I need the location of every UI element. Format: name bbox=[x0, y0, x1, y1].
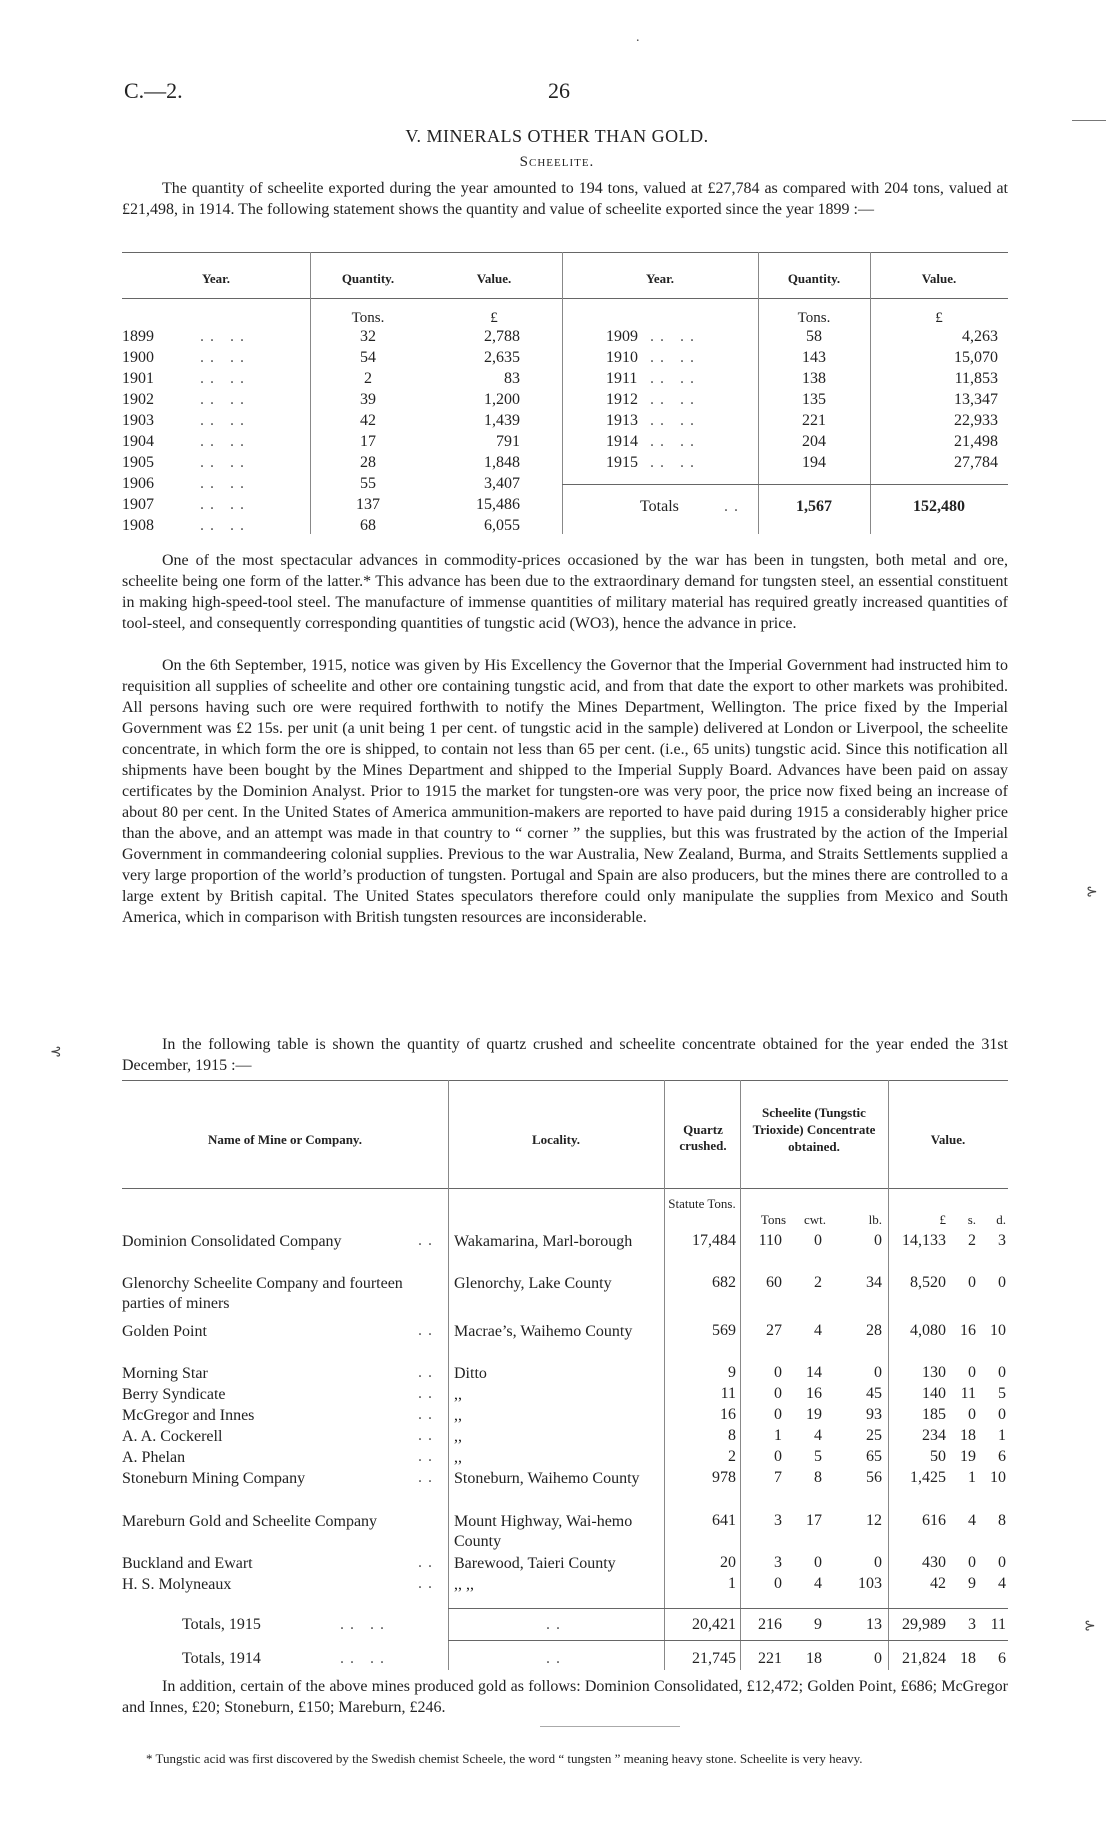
col-scheelite: Scheelite (Tungstic Trioxide) Concentrate obtained. bbox=[752, 1105, 876, 1154]
leader-dots: .. .. bbox=[200, 454, 250, 471]
totals-label: Totals, 1914 bbox=[182, 1650, 261, 1667]
col-value-left: Value. bbox=[476, 271, 512, 286]
leader-dots: .. .. bbox=[200, 496, 250, 513]
scheelite-lb: 12 bbox=[866, 1512, 882, 1529]
margin-mark bbox=[1072, 120, 1106, 121]
export-totals-value: 152,480 bbox=[913, 498, 965, 515]
scheelite-cwt: 5 bbox=[814, 1448, 822, 1465]
scheelite-tons: 0 bbox=[774, 1406, 782, 1423]
quartz-crushed: 569 bbox=[712, 1322, 736, 1339]
leader-dots: .. bbox=[418, 1427, 438, 1444]
quartz-crushed: 11 bbox=[720, 1385, 736, 1402]
col-quartz: Quartz crushed. bbox=[679, 1122, 727, 1153]
scheelite-tons: 0 bbox=[774, 1364, 782, 1381]
quartz-crushed: 16 bbox=[720, 1406, 736, 1423]
col-quantity-left: Quantity. bbox=[341, 271, 395, 286]
export-value: 27,784 bbox=[954, 454, 998, 471]
value-shillings: 9 bbox=[968, 1575, 976, 1592]
export-quantity: 54 bbox=[360, 349, 376, 366]
export-value: 11,853 bbox=[954, 370, 998, 387]
scheelite-tons: 3 bbox=[774, 1554, 782, 1571]
mine-locality: ,, bbox=[454, 1407, 462, 1424]
margin-mark-4: ⊱ bbox=[1084, 1619, 1096, 1634]
export-quantity: 55 bbox=[360, 475, 376, 492]
leader-dots: .. bbox=[546, 1650, 566, 1667]
mine-locality: Mount Highway, Wai-hemo County bbox=[454, 1513, 633, 1550]
mine-name: A. Phelan bbox=[122, 1449, 186, 1466]
paragraph-4: In the following table is shown the quantity of quartz crushed and scheelite concentrate obtained for the year ended the 31st December, 1915 :— bbox=[122, 1036, 1008, 1074]
value-pounds: 616 bbox=[922, 1512, 946, 1529]
export-year: 1911 bbox=[606, 370, 638, 387]
quartz-crushed: 17,484 bbox=[692, 1232, 736, 1249]
value-pence: 6 bbox=[998, 1650, 1006, 1667]
quartz-crushed: 9 bbox=[728, 1364, 736, 1381]
value-pence: 0 bbox=[998, 1274, 1006, 1291]
scheelite-cwt: 18 bbox=[806, 1650, 822, 1667]
export-quantity: 143 bbox=[802, 349, 826, 366]
scheelite-cwt: 17 bbox=[806, 1512, 822, 1529]
export-year: 1915 bbox=[606, 454, 638, 471]
section-title: V. MINERALS OTHER THAN GOLD. bbox=[405, 126, 709, 146]
export-year: 1910 bbox=[606, 349, 638, 366]
export-value: 3,407 bbox=[484, 475, 520, 492]
export-value: 6,055 bbox=[484, 517, 520, 534]
document-page: C.—2. 26 . V. MINERALS OTHER THAN GOLD. Scheelite. The quantity of scheelite exported during the year amounted to 194 tons, valued at £27,784 as compared with 204 tons, valued at £21,498, in 1914. The following statement shows the quantity and value of scheelite exported since the year 1899 :— Year. Quantity. Value. Year. Quantity. Value. Tons. £ Tons. £ 1899 .. .. 32 2,788 1900 .. .. 54 2,635 1901 .. .. 2 83 1902 .. .. 39 1,200 1903 .. .. 42 1,439 1904 .. .. 17 791 1905 .. .. 28 1,848 1906 .. .. 55 3,407 1907 .. .. 137 15,486 1908 .. .. 68 6,055 1909 .. .. 58 4,263 1910 .. .. 143 15,070 1911 .. .. 138 11,853 1912 .. .. 135 13,347 1913 .. .. 221 22,933 1914 .. .. 204 21,498 1915 .. .. 194 27,784 Totals .. 1,567 152,480 One of the most spectacular advances in commodity-prices occasioned by the war has been in tungsten, both metal and ore, scheelite being one form of the latter.* This advance has been due to the extraordinary demand for tungsten steel, an essential constituent in making high-speed-tool steel. The manufacture of immense quantities of military material has required greatly increased quantities of tool-steel, and consequently corresponding quantities of tungstic acid (WO3), hence the advance in price. On the 6th September, 1915, notice was given by His Excellency the Governor that the Imperial Government had instructed him to requisition all supplies of scheelite and other ore containing tungstic acid, and from that date the export to other markets was prohibited. All persons having such ore were required forthwith to notify the Mines Department, Wellington. The price fixed by the Imperial Government was £2 15s. per unit (a unit being 1 per cent. of tungstic acid in the sample) delivered at London or Liverpool, the scheelite concentrate, in which form the ore is shipped, to contain not less than 65 per cent. (i.e., 65 units) tungstic acid. Since this notification all shipments have been bought by the Mines Department and shipped to the Imperial Supply Board. Advances have been paid on assay certificates by the Dominion Analyst. Prior to 1915 the market for tungsten-ore was very poor, the price now fixed being an increase of about 80 per cent. In the United States of America ammunition-makers are reported to have paid during 1915 a considerably higher price than the above, and an attempt was made in that country to “ corner ” the supplies, but this was frustrated by the action of the Imperial Government in commandeering colonial supplies. Previous to the war Australia, New Zealand, Burma, and Straits Settlements supplied a very large proportion of the world’s production of tungsten. Portugal and Spain are also producers, but the mines there are controlled to a large extent by British capital. The United States speculators therefore could only manipulate the supplies from Mexico and South America, which in comparison with British tungsten resources are inconsiderable. In the following table is shown the quantity of quartz crushed and scheelite concentrate obtained for the year ended the 31st December, 1915 :— ⊱ ⊰ Name of Mine or Company. Locality. Quartz crushed. Scheelite (Tungstic Trioxide) Concentrate obtained. Value. Statute Tons. Tons cwt. lb. £ s. d. Dominion Consolidated Company .. Wakamarina, Marl-borough 17,484 110 0 0 14,133 2 3 Glenorchy Scheelite Company and fourteen parties of miners Glenorchy, Lake County 682 60 2 34 8,520 0 0 Golden Point .. Macrae’s, Waihemo County 569 27 4 28 4,080 16 10 Morning Star .. Ditto 9 0 14 0 130 0 0 Berry Syndicate .. ,, 11 0 16 45 140 11 5 McGregor and Innes .. ,, 16 0 19 93 185 0 0 A. A. Cockerell .. ,, 8 1 4 25 234 18 1 A. Phelan .. ,, 2 0 5 65 50 19 6 Stoneburn Mining Company .. Stoneburn, Waihemo County 978 7 8 56 1,425 1 10 Mareburn Gold and Scheelite Company Mount Highway, Wai-hemo County 641 3 17 12 616 4 8 Buckland and Ewart .. Barewood, Taieri County 20 3 0 0 430 0 0 H. S. Molyneaux .. ,, ,, 1 0 4 103 42 9 4 Totals, 1915 .. .. .. 20,421 216 9 13 29,989 3 11 Totals, 1914 .. .. .. 21,745 221 18 0 21,824 18 6 In addition, certain of the above mines produced gold as follows: Dominion Consolidated, £12,472; Golden Point, £686; McGregor and Innes, £20; Stoneburn, £150; Mareburn, £246. ⊱ * Tungstic acid was first discovered by the Swedish chemist Scheele, the word “ tungsten ” meaning heavy stone. Scheelite is very heavy. bbox=[0, 0, 1114, 1826]
col-value-right: Value. bbox=[921, 271, 957, 286]
export-value: 13,347 bbox=[954, 391, 998, 408]
scheelite-cwt: 14 bbox=[806, 1364, 822, 1381]
value-shillings: 3 bbox=[968, 1616, 976, 1633]
export-year: 1900 bbox=[122, 349, 154, 366]
value-shillings: 18 bbox=[960, 1650, 976, 1667]
export-quantity: 135 bbox=[802, 391, 826, 408]
value-pence: 0 bbox=[998, 1554, 1006, 1571]
scheelite-lb: 65 bbox=[866, 1448, 882, 1465]
leader-dots: .. bbox=[418, 1232, 438, 1249]
scheelite-lb: 56 bbox=[866, 1469, 882, 1486]
scheelite-tons: 7 bbox=[774, 1469, 782, 1486]
leader-dots: .. bbox=[418, 1364, 438, 1381]
export-quantity: 137 bbox=[356, 496, 380, 513]
export-quantity: 17 bbox=[360, 433, 376, 450]
mine-name: Glenorchy Scheelite Company and fourteen parties of miners bbox=[122, 1275, 403, 1312]
col-year-left: Year. bbox=[201, 271, 231, 286]
export-quantity: 68 bbox=[360, 517, 376, 534]
export-year: 1912 bbox=[606, 391, 638, 408]
scheelite-lb: 45 bbox=[866, 1385, 882, 1402]
quartz-crushed: 20 bbox=[720, 1554, 736, 1571]
col-value: Value. bbox=[930, 1132, 966, 1147]
value-pence: 4 bbox=[998, 1575, 1006, 1592]
export-year: 1914 bbox=[606, 433, 638, 450]
page-number: 26 bbox=[548, 78, 570, 103]
value-pounds: 14,133 bbox=[902, 1232, 946, 1249]
scheelite-cwt: 19 bbox=[806, 1406, 822, 1423]
scheelite-cwt: 2 bbox=[814, 1274, 822, 1291]
value-pence: 10 bbox=[990, 1469, 1006, 1486]
value-pounds: 50 bbox=[930, 1448, 946, 1465]
scheelite-cwt: 4 bbox=[814, 1322, 822, 1339]
leader-dots: .. .. bbox=[650, 391, 700, 408]
export-quantity: 221 bbox=[802, 412, 826, 429]
scheelite-tons: 27 bbox=[766, 1322, 782, 1339]
scheelite-lb: 28 bbox=[866, 1322, 882, 1339]
export-year: 1899 bbox=[122, 328, 154, 345]
value-pounds: 185 bbox=[922, 1406, 946, 1423]
export-value: 22,933 bbox=[954, 412, 998, 429]
value-pence: 0 bbox=[998, 1406, 1006, 1423]
value-pounds: 29,989 bbox=[902, 1616, 946, 1633]
margin-mark-3: ⊰ bbox=[50, 1045, 62, 1060]
mine-name: Golden Point bbox=[122, 1323, 207, 1340]
mine-locality: Barewood, Taieri County bbox=[454, 1555, 616, 1572]
export-value: 1,848 bbox=[484, 454, 520, 471]
value-shillings: 2 bbox=[968, 1232, 976, 1249]
value-pence: 0 bbox=[998, 1364, 1006, 1381]
leader-dots: .. bbox=[418, 1406, 438, 1423]
subsection-title: Scheelite. bbox=[519, 154, 595, 170]
export-quantity: 138 bbox=[802, 370, 826, 387]
mine-name: Berry Syndicate bbox=[122, 1386, 226, 1403]
export-value: 1,200 bbox=[484, 391, 520, 408]
col-quantity-right: Quantity. bbox=[787, 271, 841, 286]
value-pounds: 8,520 bbox=[910, 1274, 946, 1291]
paragraph-2: One of the most spectacular advances in commodity-prices occasioned by the war has been in tungsten, both metal and ore, scheelite being one form of the latter.* This advance has been due to the extraordinary demand for tungsten steel, an essential constituent in making high-speed-tool steel. The manufacture of immense quantities of military material has required greatly increased quantities of tool-steel, and consequently corresponding quantities of tungstic acid (WO3), hence the advance in price. bbox=[122, 552, 1008, 632]
scheelite-lb: 0 bbox=[874, 1232, 882, 1249]
leader-dots: .. .. bbox=[650, 433, 700, 450]
leader-dots: .. .. bbox=[650, 412, 700, 429]
export-value: 1,439 bbox=[484, 412, 520, 429]
scheelite-cwt: 0 bbox=[814, 1554, 822, 1571]
intro-paragraph: The quantity of scheelite exported during the year amounted to 194 tons, valued at £27,784 as compared with 204 tons, valued at £21,498, in 1914. The following statement shows the quantity and value of scheelite exported since the year 1899 :— bbox=[122, 180, 1008, 218]
leader-dots: .. .. bbox=[200, 349, 250, 366]
export-value: 2,788 bbox=[484, 328, 520, 345]
scheelite-tons: 0 bbox=[774, 1385, 782, 1402]
export-year: 1905 bbox=[122, 454, 154, 471]
mine-locality: Ditto bbox=[454, 1365, 487, 1382]
paragraph-3: On the 6th September, 1915, notice was given by His Excellency the Governor that the Imperial Government had instructed him to requisition all supplies of scheelite and other ore containing tungstic acid, and from that date the export to other markets was prohibited. All persons having such ore were required forthwith to notify the Mines Department, Wellington. The price fixed by the Imperial Government was £2 15s. per unit (a unit being 1 per cent. of tungstic acid in the sample) delivered at London or Liverpool, the scheelite concentrate, in which form the ore is shipped, to contain not less than 65 per cent. (i.e., 65 units) tungstic acid. Since this notification all shipments have been bought by the Mines Department and shipped to the Imperial Supply Board. Advances have been paid on assay certificates by the Dominion Analyst. Prior to 1915 the market for tungsten-ore was very poor, the price now fixed being an increase of about 80 per cent. In the United States of America ammunition-makers are reported to have paid during 1915 a considerably higher price than the above, and an attempt was made in that country to “ corner ” the supplies, but this was frustrated by the action of the Imperial Government in commandeering colonial supplies. Previous to the war Australia, New Zealand, Burma, and Straits Settlements supplied a very large proportion of the world’s production of tungsten. Portugal and Spain are also producers, but the mines there are controlled to a large extent by British capital. The United States speculators therefore could only manipulate the supplies from Mexico and South America, which in comparison with British tungsten resources are inconsiderable. bbox=[122, 657, 1008, 926]
value-shillings: 4 bbox=[968, 1512, 976, 1529]
export-value: 2,635 bbox=[484, 349, 520, 366]
leader-dots: .. .. bbox=[340, 1650, 390, 1667]
value-pounds: 234 bbox=[922, 1427, 946, 1444]
scheelite-tons: 216 bbox=[758, 1616, 782, 1633]
export-value: 83 bbox=[504, 370, 520, 387]
export-quantity: 28 bbox=[360, 454, 376, 471]
scheelite-tons: 3 bbox=[774, 1512, 782, 1529]
mine-name: Morning Star bbox=[122, 1365, 208, 1382]
scheelite-cwt: 4 bbox=[814, 1575, 822, 1592]
scheelite-tons: 0 bbox=[774, 1448, 782, 1465]
mine-locality: Glenorchy, Lake County bbox=[454, 1275, 612, 1292]
leader-dots: .. bbox=[418, 1554, 438, 1571]
mine-name: A. A. Cockerell bbox=[122, 1428, 223, 1445]
value-shillings: 19 bbox=[960, 1448, 976, 1465]
value-pounds: 140 bbox=[922, 1385, 946, 1402]
mine-name: Buckland and Ewart bbox=[122, 1555, 253, 1572]
export-year: 1909 bbox=[606, 328, 638, 345]
value-pence: 6 bbox=[998, 1448, 1006, 1465]
col-locality: Locality. bbox=[531, 1132, 581, 1147]
leader-dots: .. bbox=[418, 1575, 438, 1592]
scheelite-tons: 110 bbox=[758, 1232, 782, 1249]
export-year: 1902 bbox=[122, 391, 154, 408]
export-value: 15,070 bbox=[954, 349, 998, 366]
value-shillings: 11 bbox=[960, 1385, 976, 1402]
export-year: 1904 bbox=[122, 433, 154, 450]
value-shillings: 16 bbox=[960, 1322, 976, 1339]
doc-code: C.—2. bbox=[124, 78, 183, 103]
leader-dots: .. bbox=[418, 1469, 438, 1486]
leader-dots: .. .. bbox=[200, 517, 250, 534]
value-pence: 8 bbox=[998, 1512, 1006, 1529]
leader-dots: .. .. bbox=[200, 433, 250, 450]
scheelite-lb: 13 bbox=[866, 1616, 882, 1633]
quartz-crushed: 20,421 bbox=[692, 1616, 736, 1633]
value-pence: 1 bbox=[998, 1427, 1006, 1444]
leader-dots: .. .. bbox=[200, 475, 250, 492]
quartz-crushed: 682 bbox=[712, 1274, 736, 1291]
mine-locality: Wakamarina, Marl-borough bbox=[454, 1233, 633, 1250]
scheelite-cwt: 0 bbox=[814, 1232, 822, 1249]
export-quantity: 39 bbox=[360, 391, 376, 408]
value-shillings: 0 bbox=[968, 1554, 976, 1571]
mine-name: H. S. Molyneaux bbox=[122, 1576, 232, 1593]
quartz-crushed: 641 bbox=[712, 1512, 736, 1529]
quartz-crushed: 8 bbox=[728, 1427, 736, 1444]
leader-dots: .. .. bbox=[650, 349, 700, 366]
export-year: 1901 bbox=[122, 370, 154, 387]
mine-locality: ,, bbox=[454, 1428, 462, 1445]
export-quantity: 32 bbox=[360, 328, 376, 345]
value-pounds: 430 bbox=[922, 1554, 946, 1571]
value-pounds: 130 bbox=[922, 1364, 946, 1381]
export-value: 791 bbox=[496, 433, 520, 450]
mine-locality: Macrae’s, Waihemo County bbox=[454, 1323, 633, 1340]
export-totals-label: Totals bbox=[640, 498, 679, 515]
scheelite-lb: 25 bbox=[866, 1427, 882, 1444]
export-year: 1908 bbox=[122, 517, 154, 534]
quartz-crushed: 21,745 bbox=[692, 1650, 736, 1667]
value-shillings: 0 bbox=[968, 1274, 976, 1291]
value-pence: 11 bbox=[990, 1616, 1006, 1633]
export-year: 1906 bbox=[122, 475, 154, 492]
scheelite-lb: 103 bbox=[858, 1575, 882, 1592]
export-quantity: 58 bbox=[806, 328, 822, 345]
col-year-right: Year. bbox=[645, 271, 675, 286]
quartz-crushed: 2 bbox=[728, 1448, 736, 1465]
leader-dots: .. .. bbox=[200, 370, 250, 387]
export-year: 1907 bbox=[122, 496, 154, 513]
value-pounds: 4,080 bbox=[910, 1322, 946, 1339]
scheelite-lb: 0 bbox=[874, 1650, 882, 1667]
mine-name: Mareburn Gold and Scheelite Company bbox=[122, 1513, 378, 1530]
export-quantity: 194 bbox=[802, 454, 826, 471]
export-year: 1903 bbox=[122, 412, 154, 429]
value-shillings: 1 bbox=[968, 1469, 976, 1486]
value-shillings: 0 bbox=[968, 1406, 976, 1423]
leader-dots: .. .. bbox=[340, 1616, 390, 1633]
leader-dots: .. .. bbox=[200, 328, 250, 345]
totals-label: Totals, 1915 bbox=[182, 1616, 261, 1633]
scheelite-tons: 60 bbox=[766, 1274, 782, 1291]
footnote: * Tungstic acid was first discovered by the Swedish chemist Scheele, the word “ tungsten ” meaning heavy stone. Scheelite is very heavy. bbox=[146, 1751, 863, 1766]
scheelite-cwt: 9 bbox=[814, 1616, 822, 1633]
leader-dots: .. bbox=[418, 1448, 438, 1465]
scheelite-tons: 1 bbox=[774, 1427, 782, 1444]
export-value: 15,486 bbox=[476, 496, 520, 513]
scheelite-lb: 93 bbox=[866, 1406, 882, 1423]
export-quantity: 42 bbox=[360, 412, 376, 429]
mine-locality: Stoneburn, Waihemo County bbox=[454, 1470, 640, 1487]
scheelite-lb: 0 bbox=[874, 1364, 882, 1381]
mine-name: Dominion Consolidated Company bbox=[122, 1233, 342, 1250]
leader-dots: .. bbox=[418, 1385, 438, 1402]
quartz-crushed: 978 bbox=[712, 1469, 736, 1486]
value-pounds: 21,824 bbox=[902, 1650, 946, 1667]
speck-mark: . bbox=[636, 30, 640, 45]
value-shillings: 0 bbox=[968, 1364, 976, 1381]
scheelite-cwt: 16 bbox=[806, 1385, 822, 1402]
scheelite-tons: 221 bbox=[758, 1650, 782, 1667]
scheelite-cwt: 8 bbox=[814, 1469, 822, 1486]
leader-dots: .. .. bbox=[650, 370, 700, 387]
margin-mark-2: ⊱ bbox=[1086, 885, 1098, 900]
leader-dots: .. .. bbox=[200, 391, 250, 408]
scheelite-cwt: 4 bbox=[814, 1427, 822, 1444]
leader-dots: .. .. bbox=[650, 454, 700, 471]
mine-name: Stoneburn Mining Company bbox=[122, 1470, 306, 1487]
leader-dots: .. .. bbox=[650, 328, 700, 345]
leader-dots: .. bbox=[418, 1322, 438, 1339]
value-pounds: 42 bbox=[930, 1575, 946, 1592]
export-totals-qty: 1,567 bbox=[796, 498, 832, 515]
export-value: 21,498 bbox=[954, 433, 998, 450]
mine-locality: ,, bbox=[454, 1449, 462, 1466]
value-shillings: 18 bbox=[960, 1427, 976, 1444]
mine-name: McGregor and Innes bbox=[122, 1407, 255, 1424]
mine-locality: ,, bbox=[454, 1386, 462, 1403]
value-pence: 10 bbox=[990, 1322, 1006, 1339]
paragraph-5: In addition, certain of the above mines produced gold as follows: Dominion Consolidated, £12,472; Golden Point, £686; McGregor and Innes, £20; Stoneburn, £150; Mareburn, £246. bbox=[122, 1678, 1008, 1716]
export-value: 4,263 bbox=[962, 328, 998, 345]
scheelite-lb: 0 bbox=[874, 1554, 882, 1571]
value-pence: 5 bbox=[998, 1385, 1006, 1402]
leader-dots: .. .. bbox=[200, 412, 250, 429]
export-quantity: 2 bbox=[364, 370, 372, 387]
col-mine-name: Name of Mine or Company. bbox=[208, 1132, 362, 1147]
scheelite-lb: 34 bbox=[866, 1274, 882, 1291]
leader-dots: .. bbox=[546, 1616, 566, 1633]
value-pounds: 1,425 bbox=[910, 1469, 946, 1486]
export-year: 1913 bbox=[606, 412, 638, 429]
scheelite-tons: 0 bbox=[774, 1575, 782, 1592]
quartz-crushed: 1 bbox=[728, 1575, 736, 1592]
value-pence: 3 bbox=[998, 1232, 1006, 1249]
mine-locality: ,, ,, bbox=[454, 1576, 474, 1593]
export-quantity: 204 bbox=[802, 433, 826, 450]
